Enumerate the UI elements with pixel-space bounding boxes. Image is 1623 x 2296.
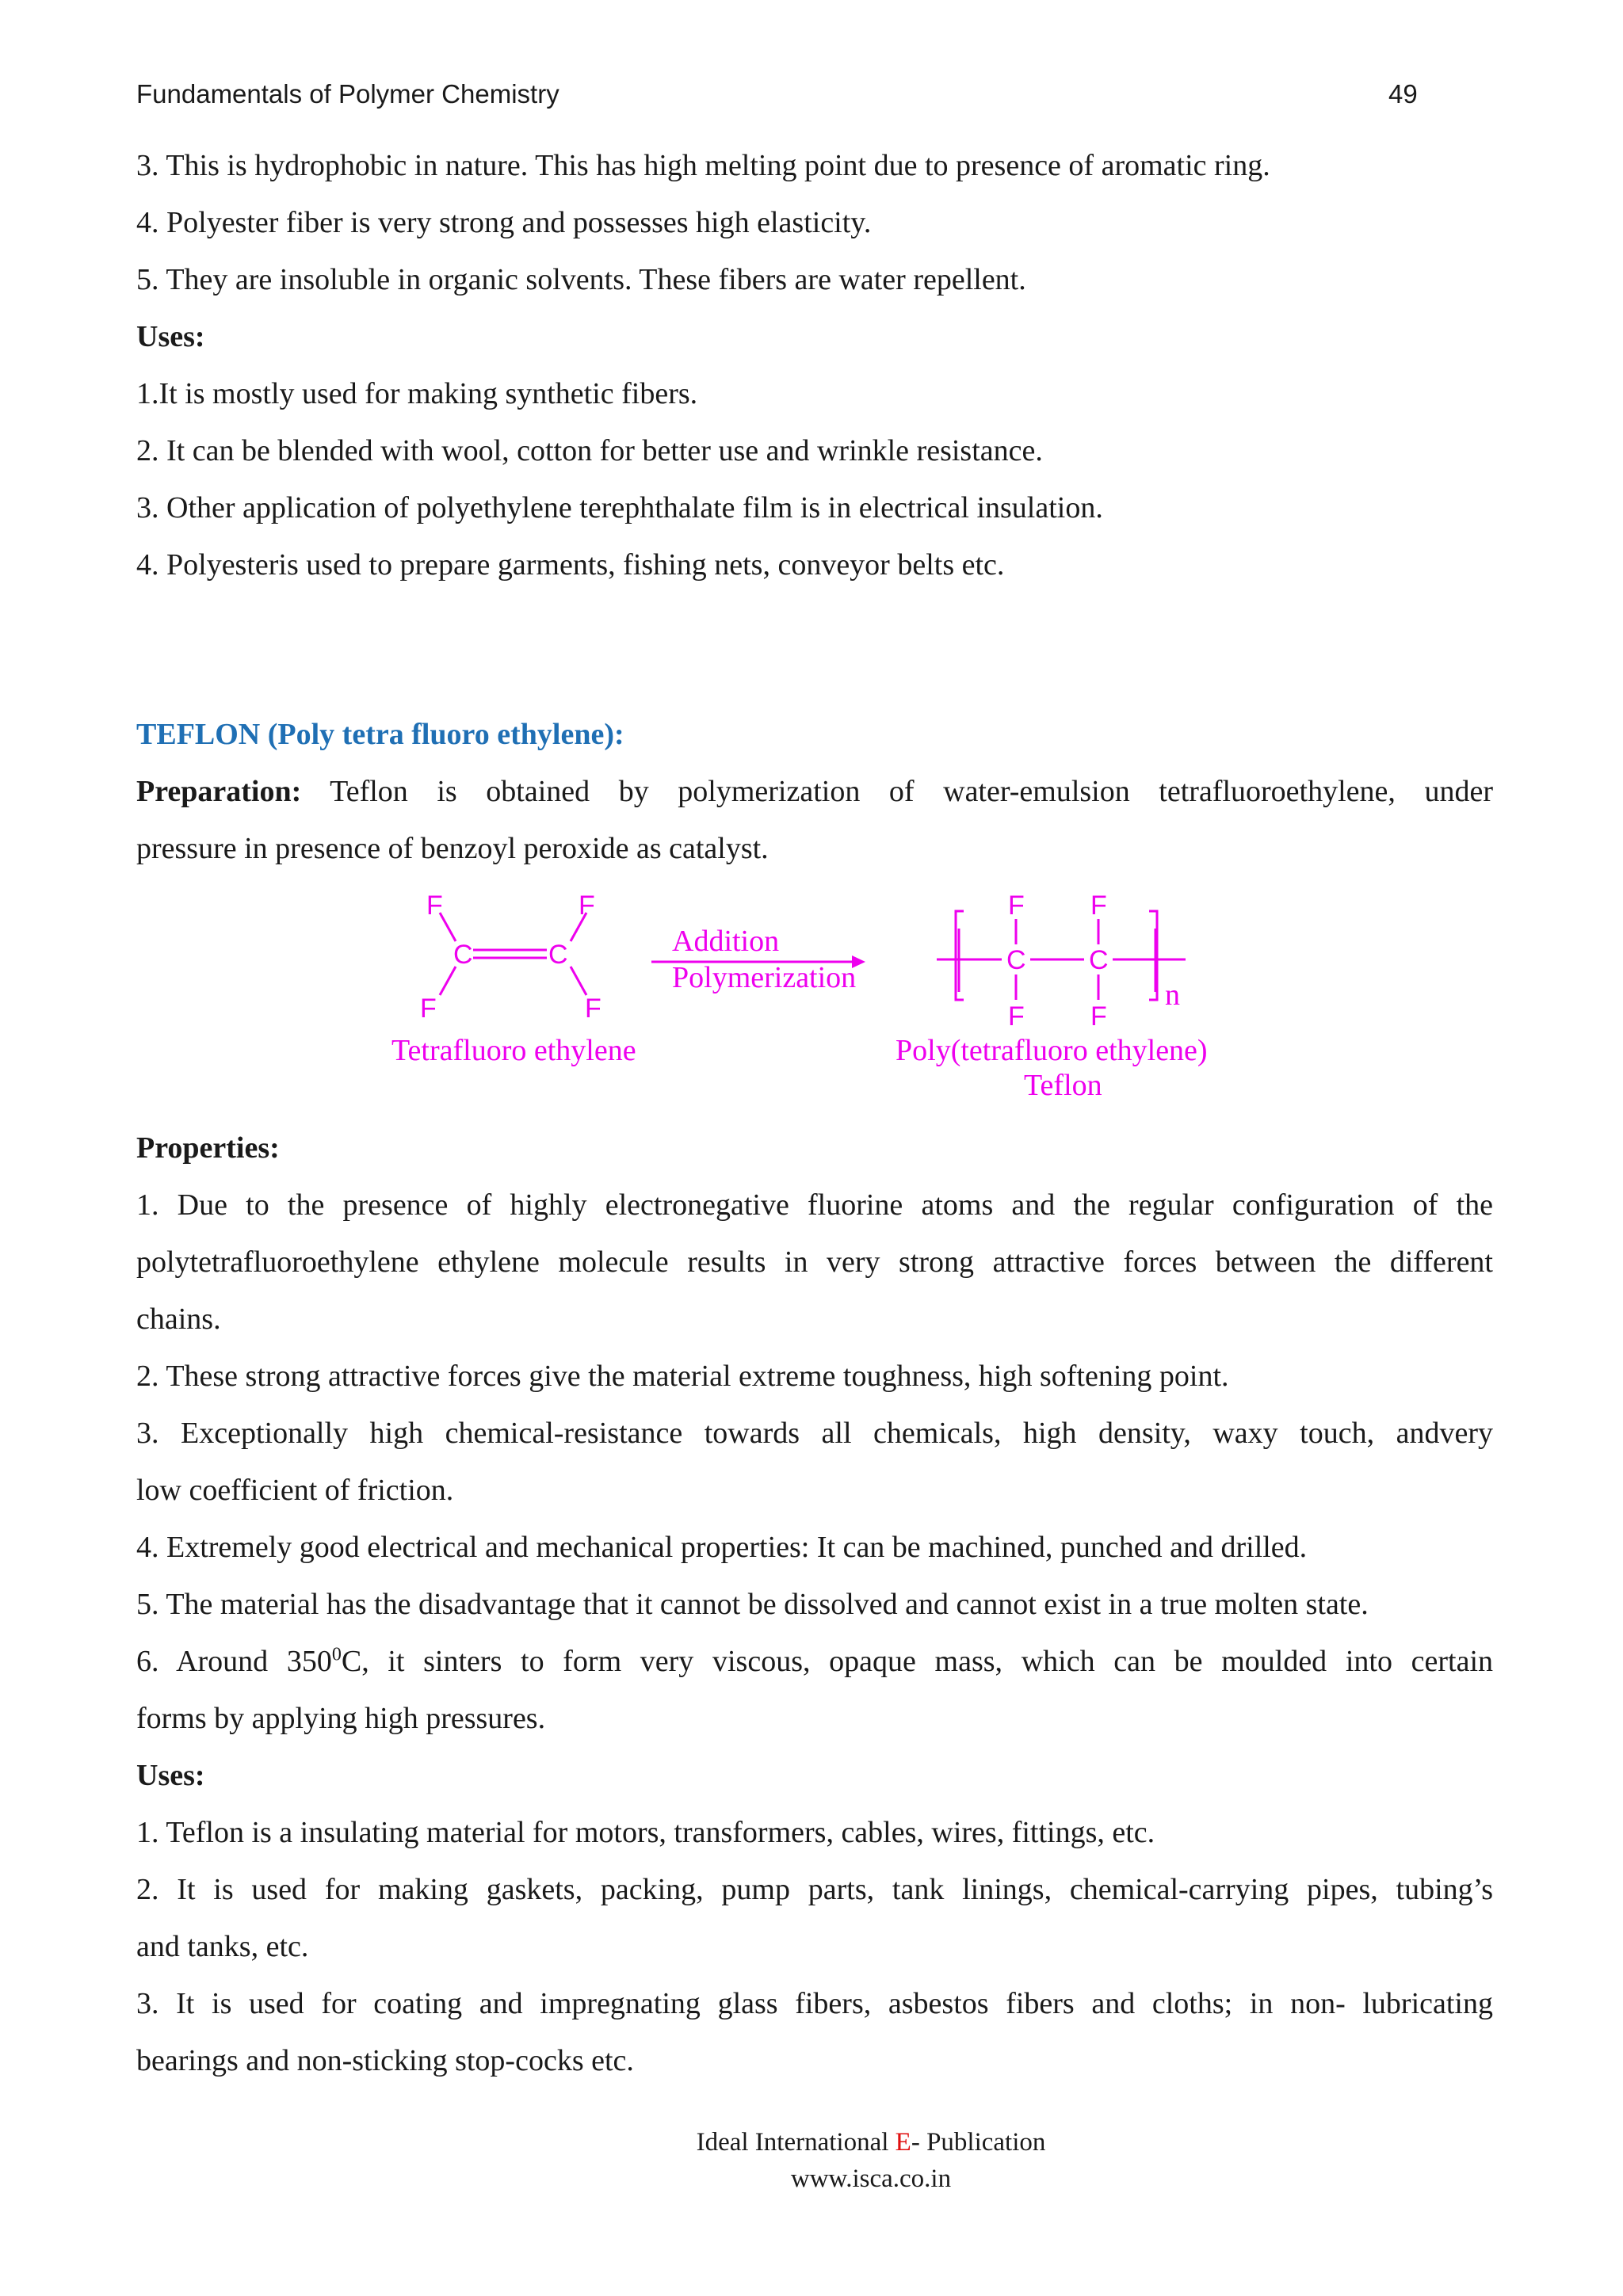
teflon-properties-heading: Properties: xyxy=(136,1131,280,1165)
footer-url[interactable]: www.isca.co.in xyxy=(790,2164,952,2193)
teflon-property-line: polytetrafluoroethylene ethylene molecule results in very strong attractive forces between the different xyxy=(136,1245,1493,1279)
publisher-e-letter: E xyxy=(895,2128,911,2157)
publisher-name-b: - Publication xyxy=(911,2128,1046,2157)
pet-property-4: 4. Polyester fiber is very strong and possesses high elasticity. xyxy=(136,206,872,239)
running-header-title: Fundamentals of Polymer Chemistry xyxy=(136,79,559,109)
atom-c-monomer-1: C xyxy=(453,940,473,970)
atom-f-polymer-2-top: F xyxy=(1090,891,1107,921)
atom-f-monomer-tl: F xyxy=(426,891,443,921)
pet-use-3: 3. Other application of polyethylene terephthalate film is in electrical insulation. xyxy=(136,491,1103,524)
atom-c-polymer-2: C xyxy=(1089,945,1109,975)
arrow-label-polymerization: Polymerization xyxy=(672,961,857,994)
atom-f-monomer-br: F xyxy=(585,994,601,1024)
teflon-property-line: 2. These strong attractive forces give the material extreme toughness, high softening point. xyxy=(136,1360,1229,1393)
atom-c-polymer-1: C xyxy=(1006,945,1026,975)
polymer-common-name-label: Teflon xyxy=(1024,1069,1102,1102)
teflon-reaction-scheme xyxy=(0,879,1623,1117)
pet-use-1: 1.It is mostly used for making synthetic fibers. xyxy=(136,377,698,410)
pet-uses-heading: Uses: xyxy=(136,320,205,353)
atom-f-polymer-1-bottom: F xyxy=(1008,1001,1025,1032)
degree-superscript: 0 xyxy=(331,1644,342,1665)
atom-f-polymer-2-bottom: F xyxy=(1090,1001,1107,1032)
teflon-preparation-line-2: pressure in presence of benzoyl peroxide as catalyst. xyxy=(136,832,769,865)
pet-property-3: 3. This is hydrophobic in nature. This has high melting point due to presence of aromatic ring. xyxy=(136,149,1270,182)
arrow-label-addition: Addition xyxy=(672,925,780,958)
atom-c-monomer-2: C xyxy=(548,940,568,970)
pet-use-2: 2. It can be blended with wool, cotton for better use and wrinkle resistance. xyxy=(136,434,1043,467)
teflon-property-line: chains. xyxy=(136,1302,221,1336)
atom-f-monomer-bl: F xyxy=(420,994,437,1024)
teflon-use-line: 2. It is used for making gaskets, packing, pump parts, tank linings, chemical-carrying pipes, tubing’s xyxy=(136,1873,1493,1906)
teflon-heading: TEFLON (Poly tetra fluoro ethylene): xyxy=(136,718,624,751)
teflon-property-line: 5. The material has the disadvantage that it cannot be dissolved and cannot exist in a true molten state. xyxy=(136,1588,1369,1621)
property-6-part-a: 6. Around 350 xyxy=(136,1645,332,1678)
polymer-right-bracket xyxy=(1149,911,1157,1000)
teflon-use-line: 1. Teflon is a insulating material for motors, transformers, cables, wires, fittings, etc. xyxy=(136,1816,1155,1849)
teflon-property-line: 3. Exceptionally high chemical-resistance towards all chemicals, high density, waxy touch, andvery xyxy=(136,1417,1493,1450)
publisher-name-a: Ideal International xyxy=(696,2128,896,2157)
teflon-property-6-line-2: forms by applying high pressures. xyxy=(136,1702,546,1735)
atom-f-polymer-1-top: F xyxy=(1008,891,1025,921)
page-number: 49 xyxy=(1388,79,1418,109)
teflon-property-6-line-1 xyxy=(136,1643,1493,1680)
teflon-use-line: and tanks, etc. xyxy=(136,1930,309,1963)
teflon-uses-heading: Uses: xyxy=(136,1759,205,1792)
teflon-property-line: low coefficient of friction. xyxy=(136,1474,454,1507)
atom-f-monomer-tr: F xyxy=(579,891,595,921)
preparation-text: Teflon is obtained by polymerization of water-emulsion tetrafluoroethylene, under xyxy=(301,775,1493,808)
footer-publisher xyxy=(0,2128,1623,2157)
polymer-subscript-n: n xyxy=(1165,978,1180,1012)
polymer-name-label: Poly(tetrafluoro ethylene) xyxy=(896,1034,1208,1067)
teflon-use-line: bearings and non-sticking stop-cocks etc. xyxy=(136,2044,634,2077)
teflon-property-line: 4. Extremely good electrical and mechanical properties: It can be machined, punched and drilled. xyxy=(136,1531,1308,1564)
monomer-name-label: Tetrafluoro ethylene xyxy=(391,1034,636,1067)
teflon-use-line: 3. It is used for coating and impregnating glass fibers, asbestos fibers and cloths; in non- lubricating xyxy=(136,1987,1493,2020)
bond-c2-f-bottom xyxy=(571,967,586,995)
pet-property-5: 5. They are insoluble in organic solvents. These fibers are water repellent. xyxy=(136,263,1026,296)
pet-use-4: 4. Polyesteris used to prepare garments, fishing nets, conveyor belts etc. xyxy=(136,548,1005,582)
teflon-preparation-line-1 xyxy=(136,773,1493,810)
teflon-property-line: 1. Due to the presence of highly electronegative fluorine atoms and the regular configuration of the xyxy=(136,1188,1493,1222)
property-6-part-b: C, it sinters to form very viscous, opaque mass, which can be moulded into certain xyxy=(341,1645,1494,1678)
bond-f-c1-bottom xyxy=(440,967,456,995)
preparation-label: Preparation: xyxy=(136,775,302,808)
